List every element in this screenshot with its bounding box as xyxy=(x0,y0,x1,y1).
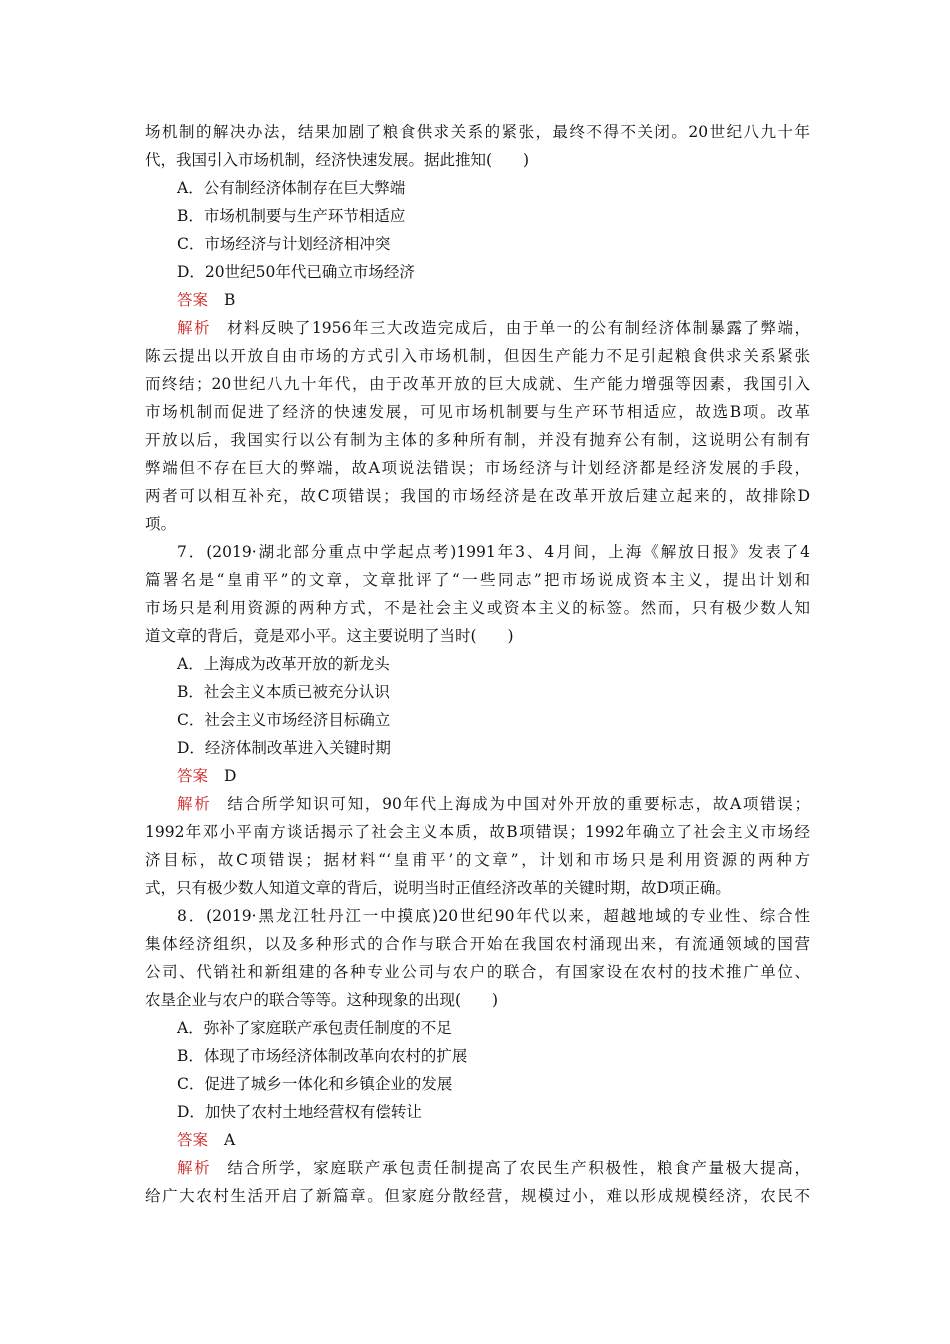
stem-line: 集体经济组织，以及多种形式的合作与联合开始在我国农村涌现出来，有流通领域的国营 xyxy=(145,935,810,953)
question-6-options xyxy=(145,174,810,286)
stem-line: 农垦企业与农户的联合等等。这种现象的出现( ) xyxy=(145,991,499,1009)
option-a: A．上海成为改革开放的新龙头 xyxy=(177,655,390,673)
analysis-block xyxy=(145,790,810,902)
answer-value: B xyxy=(224,291,236,309)
analysis-label: 解析 xyxy=(177,795,212,813)
analysis-line: 式，只有极少数人知道文章的背后，说明当时正值经济改革的关键时期，故D项正确。 xyxy=(145,879,731,897)
answer-label: 答案 xyxy=(177,1131,209,1149)
stem-line: 市场只是利用资源的两种方式，不是社会主义或资本主义的标签。然而，只有极少数人知 xyxy=(145,599,810,617)
option-d: D．加快了农村土地经营权有偿转让 xyxy=(177,1103,422,1121)
answer-label: 答案 xyxy=(177,291,209,309)
option-d: D．经济体制改革进入关键时期 xyxy=(177,739,391,757)
analysis-line: 济目标，故C项错误；据材料“‘皇甫平’的文章”，计划和市场只是利用资源的两种方 xyxy=(145,851,810,869)
analysis-line: 1992年邓小平南方谈话揭示了社会主义本质，故B项错误；1992年确立了社会主义市场经 xyxy=(145,823,810,841)
answer-value: D xyxy=(224,767,237,785)
answer-line xyxy=(145,1126,810,1154)
option-b: B．市场机制要与生产环节相适应 xyxy=(177,207,406,225)
stem-line: 篇署名是“皇甫平”的文章，文章批评了“一些同志”把市场说成资本主义，提出计划和 xyxy=(145,571,810,589)
analysis-line: 市场机制而促进了经济的快速发展，可见市场机制要与生产环节相适应，故选B项。改革 xyxy=(145,403,810,421)
analysis-block xyxy=(145,1154,810,1210)
option-b: B．体现了市场经济体制改革向农村的扩展 xyxy=(177,1047,468,1065)
analysis-line: 开放以后，我国实行以公有制为主体的多种所有制，并没有抛弃公有制，这说明公有制有 xyxy=(145,431,810,449)
question-8-stem xyxy=(145,902,810,1014)
analysis-first-line xyxy=(145,790,810,818)
analysis-text: 材料反映了1956年三大改造完成后，由于单一的公有制经济体制暴露了弊端， xyxy=(226,319,810,337)
stem-line: 场机制的解决办法，结果加剧了粮食供求关系的紧张，最终不得不关闭。20世纪八九十年 xyxy=(145,123,810,141)
analysis-block xyxy=(145,314,810,538)
question-7-stem xyxy=(145,538,810,650)
option-c: C．市场经济与计划经济相冲突 xyxy=(177,235,391,253)
analysis-line: 给广大农村生活开启了新篇章。但家庭分散经营，规模过小，难以形成规模经济，农民不 xyxy=(145,1187,810,1205)
stem-line: 代，我国引入市场机制，经济快速发展。据此推知( ) xyxy=(145,151,530,169)
answer-label: 答案 xyxy=(177,767,209,785)
analysis-text: 结合所学知识可知，90年代上海成为中国对外开放的重要标志，故A项错误； xyxy=(227,795,810,813)
analysis-label: 解析 xyxy=(177,319,211,337)
analysis-first-line xyxy=(145,314,810,342)
option-c: C．社会主义市场经济目标确立 xyxy=(177,711,391,729)
analysis-line: 陈云提出以开放自由市场的方式引入市场机制，但因生产能力不足引起粮食供求关系紧张 xyxy=(145,347,810,365)
question-6-stem xyxy=(145,118,810,174)
analysis-line: 弊端但不存在巨大的弊端，故A项说法错误；市场经济与计划经济都是经济发展的手段， xyxy=(145,459,810,477)
analysis-line: 而终结；20世纪八九十年代，由于改革开放的巨大成就、生产能力增强等因素，我国引入 xyxy=(145,375,810,393)
stem-line: 7．(2019·湖北部分重点中学起点考)1991年3、4月间，上海《解放日报》发表了4 xyxy=(177,543,810,561)
answer-line xyxy=(145,286,810,314)
analysis-line: 项。 xyxy=(145,515,177,533)
question-8-options xyxy=(145,1014,810,1126)
analysis-label: 解析 xyxy=(177,1159,212,1177)
stem-line: 道文章的背后，竟是邓小平。这主要说明了当时( ) xyxy=(145,627,514,645)
option-b: B．社会主义本质已被充分认识 xyxy=(177,683,390,701)
option-a: A．弥补了家庭联产承包责任制度的不足 xyxy=(177,1019,452,1037)
answer-line xyxy=(145,762,810,790)
option-d: D．20世纪50年代已确立市场经济 xyxy=(177,263,415,281)
answer-value: A xyxy=(224,1131,236,1149)
question-7-options xyxy=(145,650,810,762)
option-a: A．公有制经济体制存在巨大弊端 xyxy=(177,179,406,197)
stem-line: 8．(2019·黑龙江牡丹江一中摸底)20世纪90年代以来，超越地域的专业性、综合性 xyxy=(177,907,810,925)
analysis-first-line xyxy=(145,1154,810,1182)
option-c: C．促进了城乡一体化和乡镇企业的发展 xyxy=(177,1075,453,1093)
stem-line: 公司、代销社和新组建的各种专业公司与农户的联合，有国家设在农村的技术推广单位、 xyxy=(145,963,810,981)
analysis-line: 两者可以相互补充，故C项错误；我国的市场经济是在改革开放后建立起来的，故排除D xyxy=(145,487,810,505)
document-page xyxy=(145,118,810,1210)
analysis-text: 结合所学，家庭联产承包责任制提高了农民生产积极性，粮食产量极大提高， xyxy=(227,1159,810,1177)
